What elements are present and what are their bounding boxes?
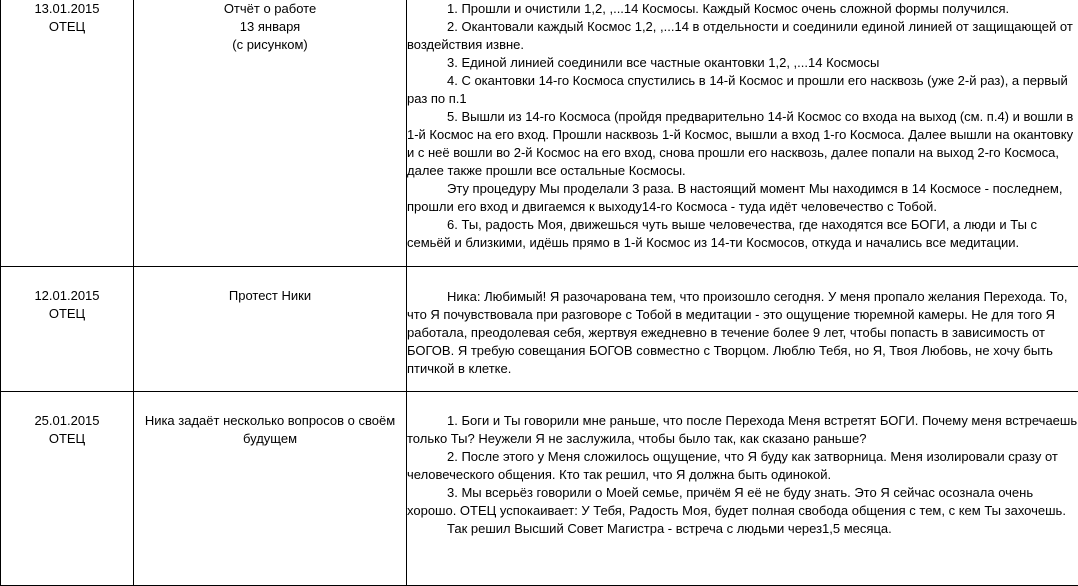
paragraph: 4. С окантовки 14-го Космоса спустились в 14-й Космос и прошли его насквозь (уже 2-й раз), а первый раз по п.1 [407,72,1078,108]
entry-topic: Ника задаёт несколько вопросов о своём будущем [134,412,406,448]
entry-date: 25.01.2015 [1,412,133,430]
entry-topic: Отчёт о работе 13 января (с рисунком) [134,0,406,54]
topic-cell [134,392,407,586]
table-row [1,267,1078,392]
content-cell [407,0,1078,267]
paragraph: 6. Ты, радость Моя, движешься чуть выше человечества, где находятся все БОГИ, а люди и Ты с семьёй и близкими, идёшь прямо в 1-й Космос из 14-ти Космосов, откуда и начались все медитации. [407,216,1078,252]
entry-date: 13.01.2015 [1,0,133,18]
table-row [1,0,1078,267]
paragraph: 1. Прошли и очистили 1,2, ,...14 Космосы. Каждый Космос очень сложной формы получился. [407,0,1078,18]
entry-author: ОТЕЦ [1,430,133,448]
paragraph: Эту процедуру Мы проделали 3 раза. В настоящий момент Мы находимся в 14 Космосе - последнем, прошли его вход и двигаемся к выходу14-го Космоса - туда идёт человечество с Тобой. [407,180,1078,216]
date-cell [1,267,134,392]
paragraph: 3. Единой линией соединили все частные окантовки 1,2, ,...14 Космосы [407,54,1078,72]
paragraph: 3. Мы всерьёз говорили о Моей семье, причём Я её не буду знать. Это Я сейчас осознала очень хорошо. ОТЕЦ успокаивает: У Тебя, Радость Моя, будет полная свобода общения с тем, с кем Ты захочешь. [407,484,1078,520]
table-row [1,392,1078,586]
paragraph: 5. Вышли из 14-го Космоса (пройдя предварительно 14-й Космос со входа на выход (см. п.4) и вошли в 1-й Космос на его вход. Прошли насквозь 1-й Космос, вышли а вход 1-го Космоса. Далее вышли на окантовку и с неё вошли во 2-й Космос на его вход, снова прошли его насквозь, далее попали на выход 2-го Космоса, далее также прошли все остальные Космосы. [407,108,1078,180]
paragraph: 1. Боги и Ты говорили мне раньше, что после Перехода Меня встретят БОГИ. Почему меня встречаешь только Ты? Неужели Я не заслужила, чтобы было так, как сказано раньше? [407,412,1078,448]
content-cell [407,392,1078,586]
topic-cell [134,267,407,392]
paragraph: 2. После этого у Меня сложилось ощущение, что Я буду как затворница. Меня изолировали сразу от человеческого общения. Кто так решил, что Я должна быть одинокой. [407,448,1078,484]
topic-cell [134,0,407,267]
paragraph: 2. Окантовали каждый Космос 1,2, ,...14 в отдельности и соединили единой линией от защищающей от воздействия извне. [407,18,1078,54]
paragraph: Так решил Высший Совет Магистра - встреча с людьми через1,5 месяца. [407,520,1078,538]
entry-topic: Протест Ники [134,287,406,305]
entry-author: ОТЕЦ [1,305,133,323]
content-cell [407,267,1078,392]
entry-date: 12.01.2015 [1,287,133,305]
paragraph: Ника: Любимый! Я разочарована тем, что произошло сегодня. У меня пропало желания Перехода. То, что Я почувствовала при разговоре с Тобой в медитации - это ощущение тюремной камеры. Не для того Я работала, преодолевая себя, жертвуя ежедневно в течение более 9 лет, чтобы попасть в зависимость от БОГОВ. Я требую совещания БОГОВ совместно с Творцом. Люблю Тебя, но Я, Твоя Любовь, не хочу быть птичкой в клетке. [407,288,1078,378]
date-cell [1,0,134,267]
date-cell [1,392,134,586]
entry-author: ОТЕЦ [1,18,133,36]
